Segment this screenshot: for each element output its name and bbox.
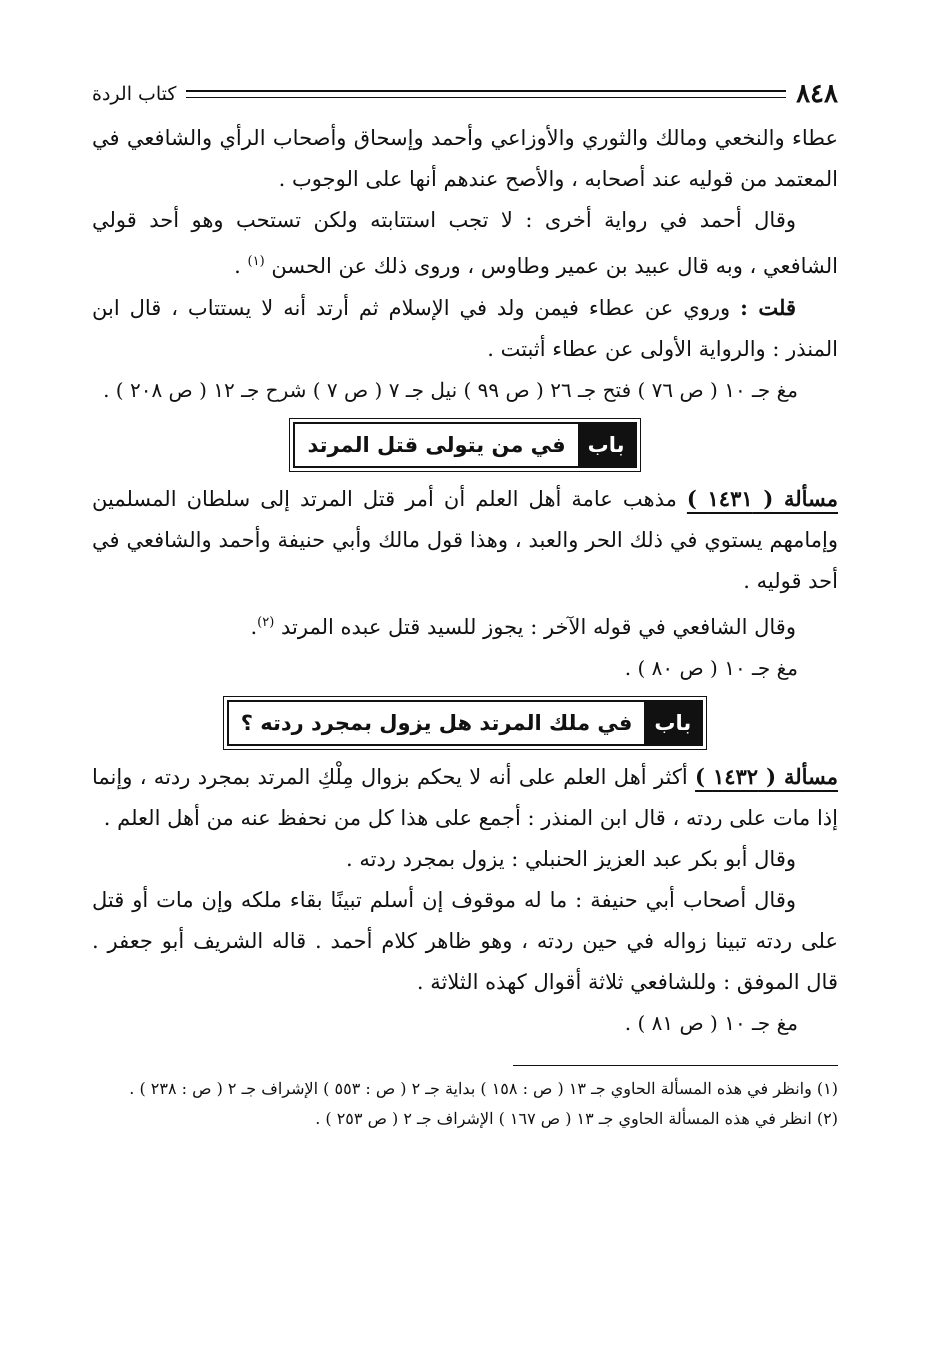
paragraph <box>92 200 838 287</box>
paragraph-end: . <box>250 615 258 639</box>
page-content <box>92 78 838 1134</box>
running-header <box>92 78 838 110</box>
chapter-box <box>227 700 704 746</box>
paragraph-end: . <box>234 254 248 278</box>
book-title: كتاب الردة <box>92 83 177 105</box>
paragraph <box>92 602 838 648</box>
reference-line: مغ جـ ١٠ ( ص ٧٦ ) فتح جـ ٢٦ ( ص ٩٩ ) نيل جـ ٧ ( ص ٧ ) شرح جـ ١٢ ( ص ٢٠٨ ) . <box>103 378 798 402</box>
footnote-marker: (٢) <box>257 615 275 630</box>
paragraph-text: وقال أحمد في رواية أخرى : لا تجب استتابته ولكن تستحب وهو أحد قولي الشافعي ، وبه قال عبيد بن عمير وطاوس ، وروى ذلك عن الحسن <box>92 208 838 278</box>
paragraph <box>92 287 838 370</box>
footnote-marker: (١) <box>247 254 265 269</box>
reference-line: مغ جـ ١٠ ( ص ٨٠ ) . <box>624 656 798 680</box>
reference-line: مغ جـ ١٠ ( ص ٨١ ) . <box>624 1011 798 1035</box>
footnote: (٢) انظر في هذه المسألة الحاوي جـ ١٣ ( ص ١٦٧ ) الإشراف جـ ٢ ( ص ٢٥٣ ) . <box>315 1109 838 1128</box>
paragraph: عطاء والنخعي ومالك والثوري والأوزاعي وأحمد وإسحاق وأصحاب الرأي والشافعي في المعتمد من قوليه عند أصحابه ، والأصح عندهم أنها على الوجوب . <box>92 126 838 191</box>
chapter-label: باب <box>578 424 635 466</box>
paragraph <box>92 756 838 839</box>
paragraph: وقال أصحاب أبي حنيفة : ما له موقوف إن أسلم تبينًا بقاء ملكه وإن مات أو قتل على ردته تبينا زواله في حين ردته ، وهو ظاهر كلام أحمد . قاله الشريف أبو جعفر . قال الموفق : وللشافعي ثلاثة أقوال كهذه الثلاثة . <box>92 888 838 994</box>
paragraph: وقال أبو بكر عبد العزيز الحنبلي : يزول بمجرد ردته . <box>346 847 796 871</box>
chapter-box <box>293 422 636 468</box>
paragraph-text: أكثر أهل العلم على أنه لا يحكم بزوال مِلْكِ المرتد بمجرد ردته ، وإنما إذا مات على ردته ، قال ابن المنذر : أجمع على هذا كل من نحفظ عنه من أهل العلم . <box>92 765 838 830</box>
chapter-heading <box>92 422 838 468</box>
footnote: (١) وانظر في هذه المسألة الحاوي جـ ١٣ ( ص : ١٥٨ ) بداية جـ ٢ ( ص : ٥٥٣ ) الإشراف جـ ٢ ( ص : ٢٣٨ ) . <box>129 1079 838 1098</box>
footnote-rule <box>513 1065 838 1066</box>
qultu-label: قلت : <box>740 295 796 320</box>
paragraph-text: وقال الشافعي في قوله الآخر : يجوز للسيد قتل عبده المرتد <box>280 615 796 639</box>
chapter-title: في من يتولى قتل المرتد <box>307 433 566 457</box>
paragraph <box>92 478 838 602</box>
chapter-heading <box>92 700 838 746</box>
masala-label: مسألة ( ١٤٣٢ ) <box>695 764 839 789</box>
page-number: ٨٤٨ <box>796 79 838 109</box>
paragraph-text: مذهب عامة أهل العلم أن أمر قتل المرتد إلى سلطان المسلمين وإمامهم يستوي في ذلك الحر والعبد ، وهذا قول مالك وأبي حنيفة وأحمد والشافعي في أحد قوليه . <box>92 487 838 593</box>
header-rule <box>186 90 786 98</box>
chapter-title: في ملك المرتد هل يزول بمجرد ردته ؟ <box>240 711 633 735</box>
paragraph-text: وروي عن عطاء فيمن ولد في الإسلام ثم أرتد أنه لا يستتاب ، قال ابن المنذر : والرواية الأولى عن عطاء أثبتت . <box>92 296 838 361</box>
chapter-label: باب <box>644 702 701 744</box>
spacer <box>92 110 838 118</box>
masala-label: مسألة ( ١٤٣١ ) <box>686 486 838 511</box>
